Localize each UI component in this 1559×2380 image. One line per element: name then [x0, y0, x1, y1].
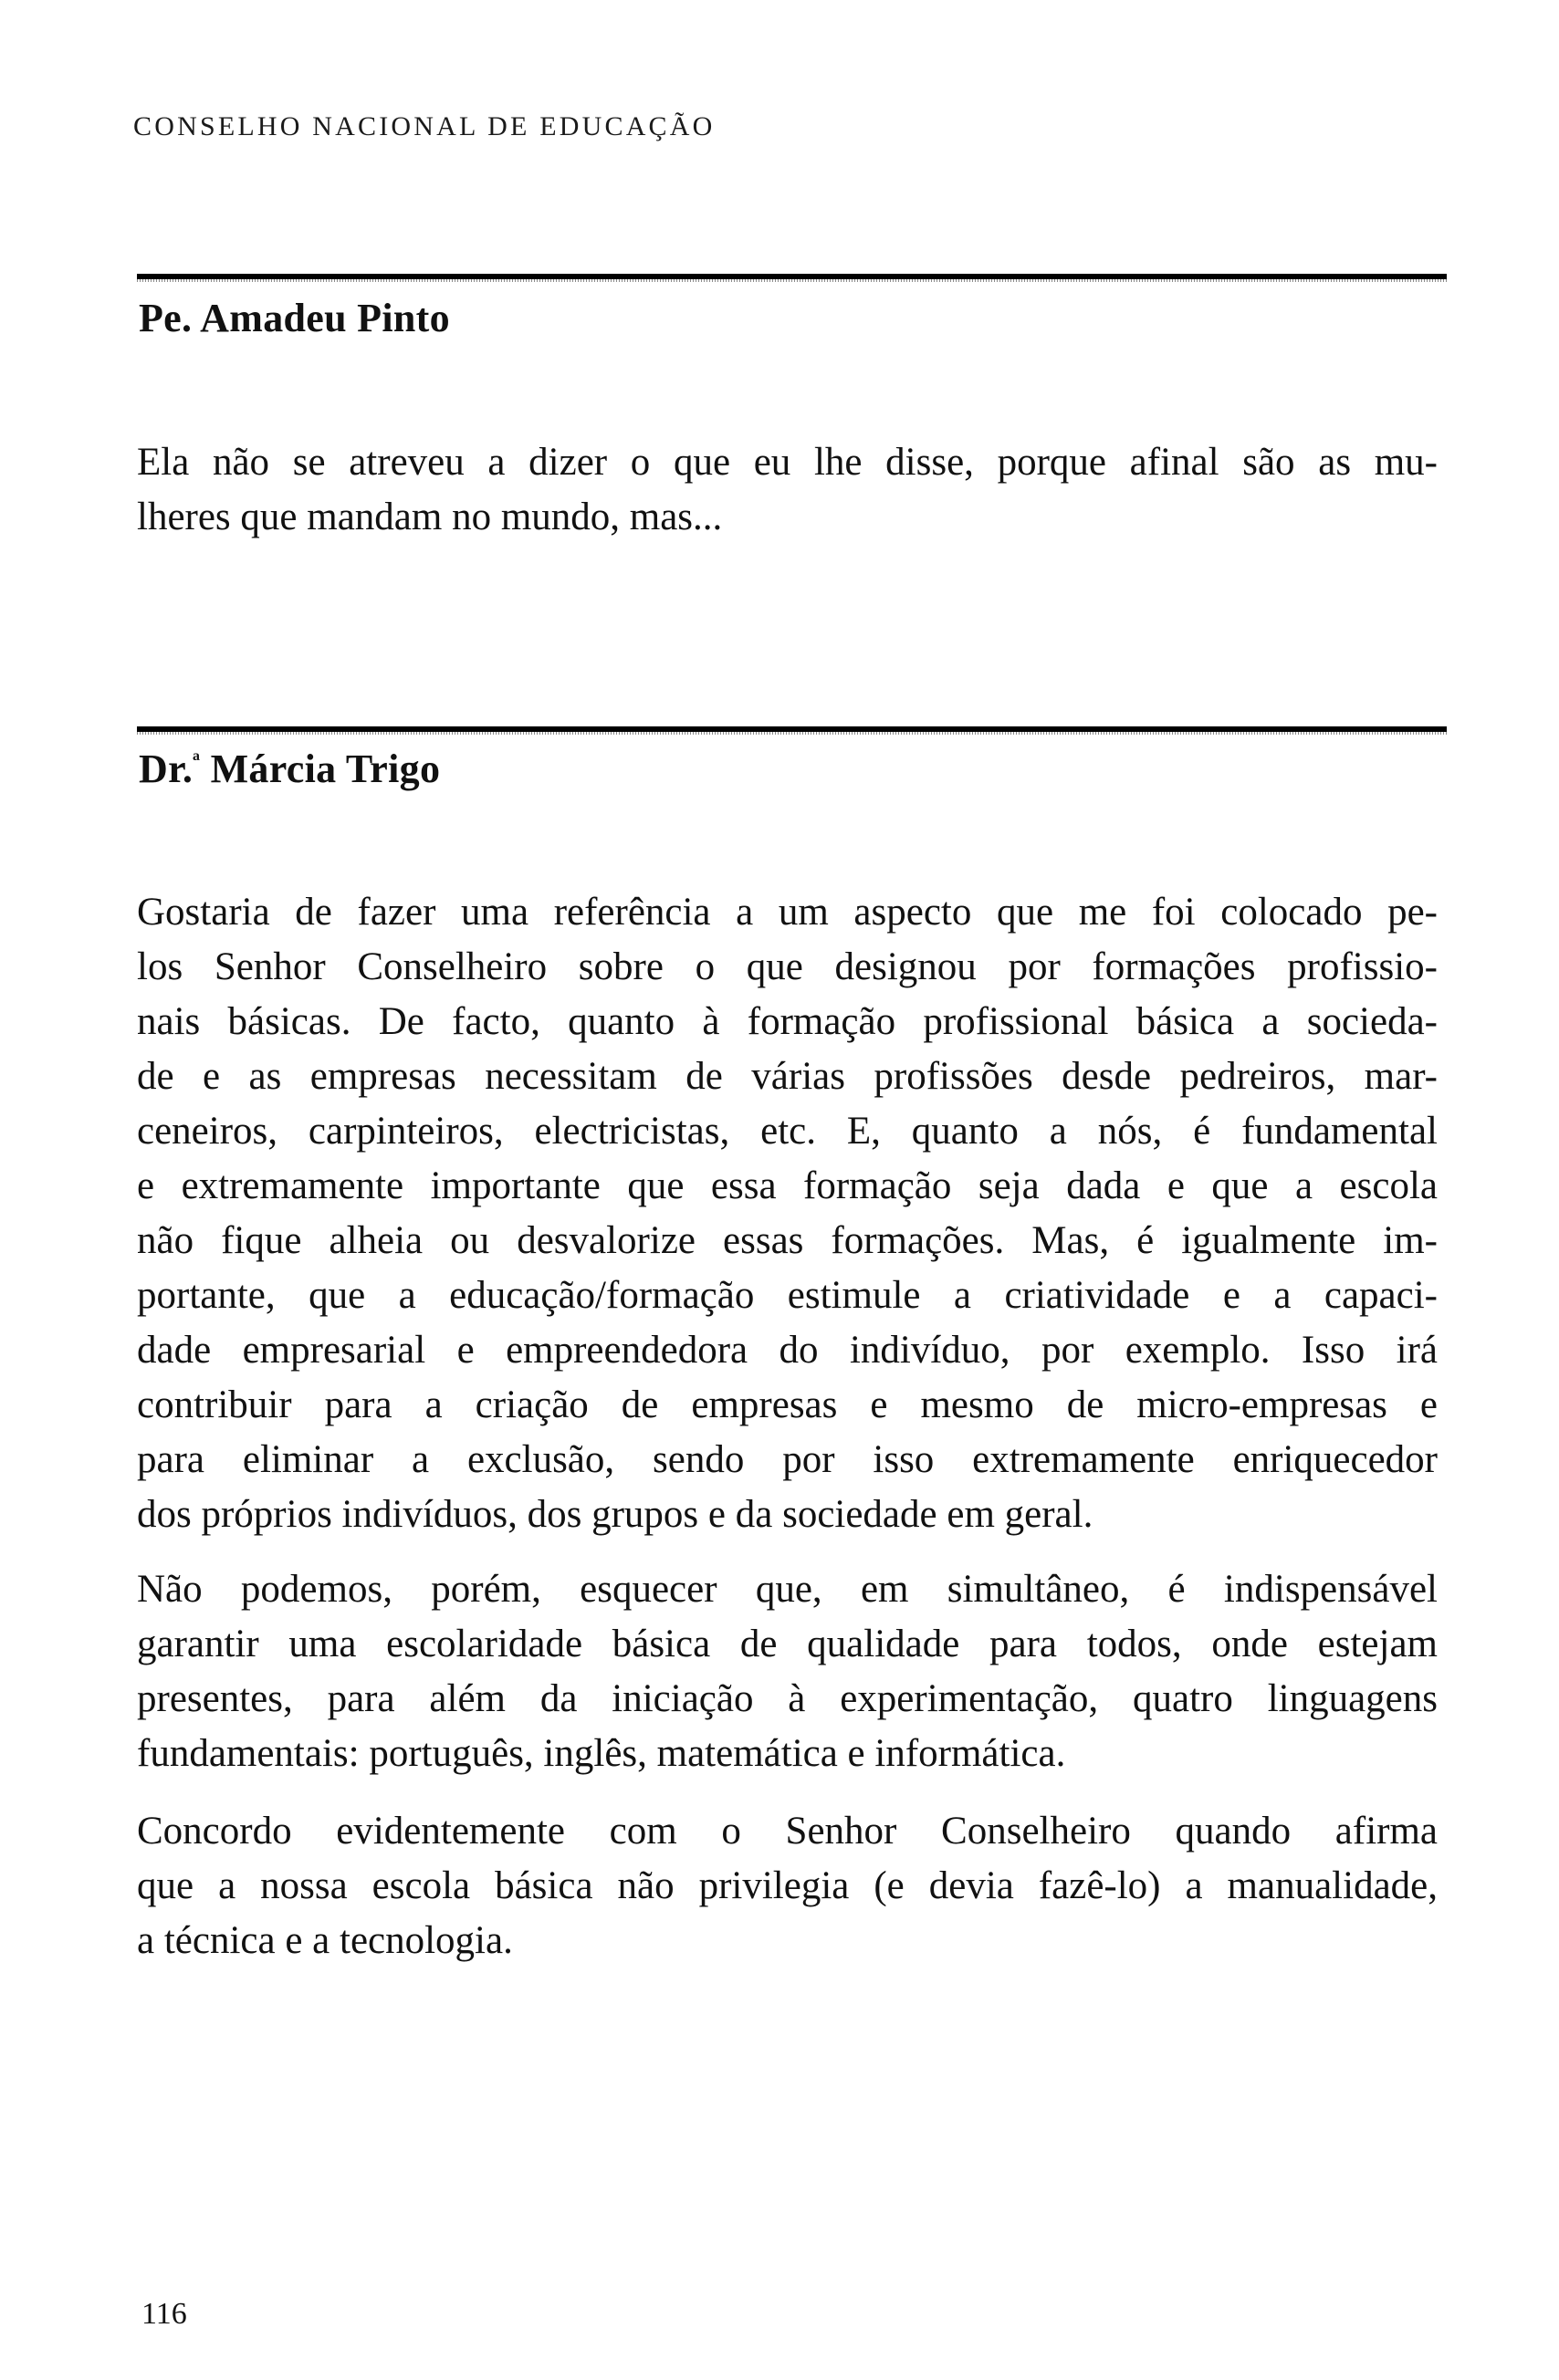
paragraph	[137, 1562, 1438, 1781]
text-line: Gostaria de fazer uma referência a um aspecto que me foi colocado pe-	[137, 891, 1438, 934]
speaker-title-superscript: ª	[193, 748, 201, 775]
speaker-surname: Márcia Trigo	[210, 746, 441, 791]
text-line: presentes, para além da iniciação à experimentação, quatro linguagens	[137, 1677, 1438, 1720]
text-line: não fique alheia ou desvalorize essas formações. Mas, é igualmente im-	[137, 1219, 1438, 1262]
text-line: fundamentais: português, inglês, matemática e informática.	[137, 1732, 1066, 1775]
text-line: e extremamente importante que essa formação seja dada e que a escola	[137, 1164, 1438, 1207]
text-line: a técnica e a tecnologia.	[137, 1919, 513, 1962]
speaker-name	[139, 742, 440, 797]
text-line: Não podemos, porém, esquecer que, em simultâneo, é indispensável	[137, 1568, 1438, 1611]
text-line: nais básicas. De facto, quanto à formação profissional básica a socieda-	[137, 1000, 1438, 1043]
text-line: Ela não se atreveu a dizer o que eu lhe disse, porque afinal são as mu-	[137, 441, 1438, 484]
text-line: que a nossa escola básica não privilegia (e devia fazê-lo) a manualidade,	[137, 1864, 1438, 1907]
text-line: lheres que mandam no mundo, mas...	[137, 496, 723, 538]
text-line: portante, que a educação/formação estimule a criatividade e a capaci-	[137, 1274, 1438, 1317]
speaker-name: Pe. Amadeu Pinto	[139, 296, 450, 340]
page-number: 116	[141, 2297, 187, 2331]
text-line: para eliminar a exclusão, sendo por isso extremamente enriquecedor	[137, 1438, 1438, 1481]
paragraph	[137, 435, 1438, 545]
running-head: CONSELHO NACIONAL DE EDUCAÇÃO	[133, 111, 716, 141]
speaker-title: Dr.	[139, 746, 194, 791]
text-line: garantir uma escolaridade básica de qualidade para todos, onde estejam	[137, 1623, 1438, 1665]
paragraph	[137, 885, 1438, 1542]
text-line: contribuir para a criação de empresas e mesmo de micro-empresas e	[137, 1383, 1438, 1426]
section-divider-rule	[137, 274, 1447, 279]
text-line: de e as empresas necessitam de várias profissões desde pedreiros, mar-	[137, 1055, 1438, 1098]
text-line: Concordo evidentemente com o Senhor Conselheiro quando afirma	[137, 1810, 1438, 1853]
text-line: ceneiros, carpinteiros, electricistas, etc. E, quanto a nós, é fundamental	[137, 1110, 1438, 1153]
text-line: dade empresarial e empreendedora do indivíduo, por exemplo. Isso irá	[137, 1329, 1438, 1372]
paragraph	[137, 1804, 1438, 1968]
text-line: los Senhor Conselheiro sobre o que designou por formações profissio-	[137, 945, 1438, 988]
section-divider-rule	[137, 726, 1447, 732]
text-line: dos próprios indivíduos, dos grupos e da sociedade em geral.	[137, 1493, 1093, 1536]
